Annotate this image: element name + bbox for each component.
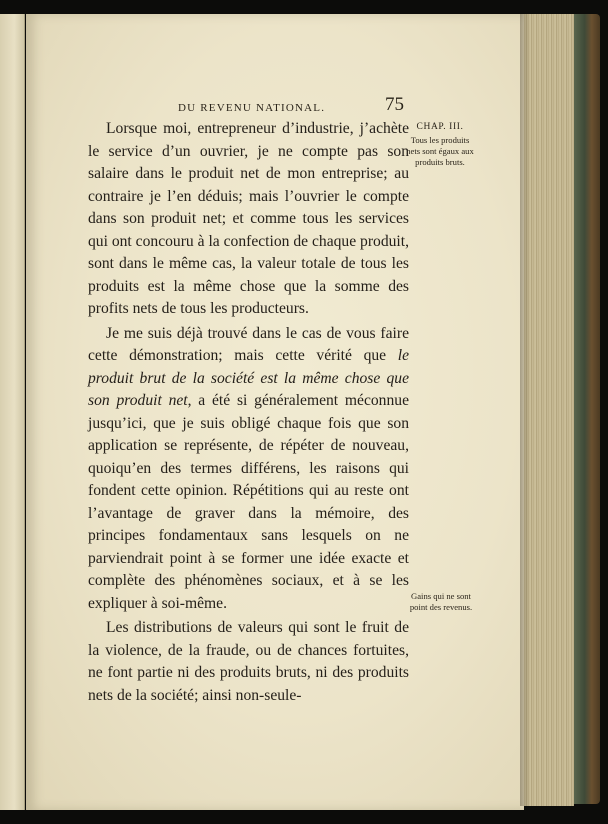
page-number: 75: [385, 94, 404, 115]
book-cover-edge: [572, 14, 600, 804]
paragraph-2: [88, 323, 409, 616]
paragraph-2-italic: le produit brut de la société est la même chose que son produit net: [88, 347, 409, 409]
gutter-shadow: [520, 14, 530, 806]
paragraph-3: Les distributions de valeurs qui sont le fruit de la violence, de la fraude, ou de chances fortuites, ne font partie ni des produits bruts, ni des produits nets de la société; ainsi non-seule-: [88, 619, 409, 704]
paragraph-2-intro: Je me suis déjà trouvé dans le cas de vous faire cette démonstration; mais cette vérité que: [88, 324, 409, 364]
margin-note-1-text: Tous les produits nets sont égaux aux produits bruts.: [406, 135, 474, 167]
page-header: [178, 94, 408, 120]
paragraph-2-rest: , a été si généralement méconnue jusqu’ici, que je suis obligé chaque fois que son application se représente, de répéter de nouveau, quoiqu’en des termes différens, les raisons qui fondent cette opinion. Répétitions qui au reste ont l’avantage de graver dans la mémoire, des principes fondamentaux sans lesquels on ne parviendrait point à se former une idée exacte et complète des phénomènes sociaux, et à se les expliquer à soi-même.: [88, 392, 409, 612]
chapter-label: CHAP. III.: [416, 122, 464, 132]
running-head: DU REVENU NATIONAL.: [178, 102, 326, 114]
paragraph-1: Lorsque moi, entrepreneur d’industrie, j’achète le service d’un ouvrier, je ne compte pas son salaire dans le produit net de mon entreprise; au contraire je l’en déduis; mais l’ouvrier le compte dans son produit net; et comme tous les services qui ont concouru à la confection de chaque produit, sont dans le même cas, la valeur totale de tous les produits est la même chose que la somme des profits nets de tous les producteurs.: [88, 120, 409, 317]
margin-note-2: Gains qui ne sont point des revenus.: [409, 591, 473, 612]
margin-note-1: [406, 122, 474, 168]
facing-page-edge: [0, 14, 25, 810]
body-text: [88, 118, 409, 707]
